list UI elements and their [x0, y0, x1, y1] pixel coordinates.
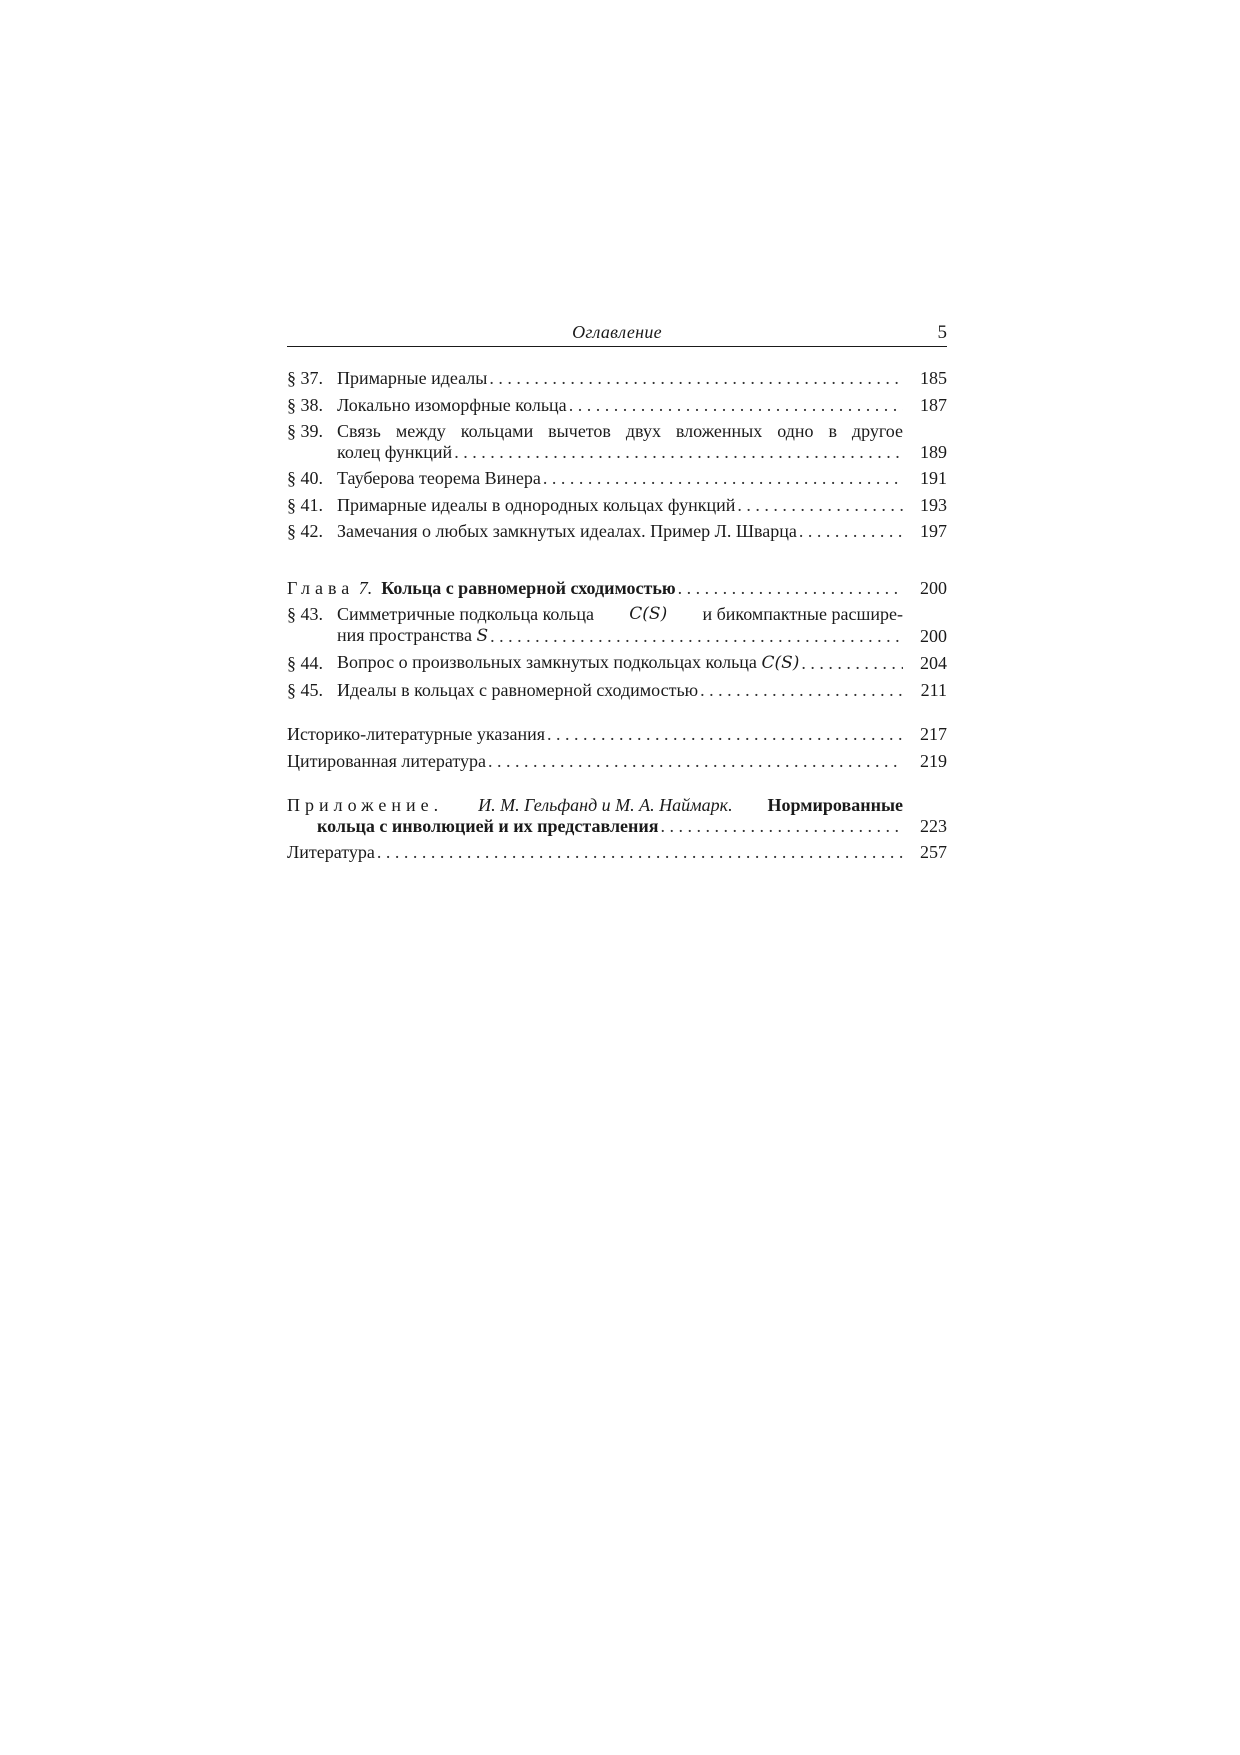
title-part: и бикомпактные расшире- [702, 604, 903, 624]
section-title-line1: Связь между кольцами вычетов двух вложенных одно в другое [337, 421, 903, 441]
appendix-label: Приложение. [287, 795, 444, 815]
spacer [287, 548, 947, 578]
page-ref: 193 [920, 494, 947, 515]
section-title: Тауберова теорема Винера [337, 468, 541, 488]
page-ref: 200 [920, 625, 947, 646]
page-ref: 200 [920, 577, 947, 598]
toc-entry-39[interactable] [287, 421, 947, 462]
section-title [337, 652, 799, 674]
dot-leader [543, 468, 903, 489]
section-title: Идеалы в кольцах с равномерной сходимостью [337, 679, 699, 700]
page-ref: 211 [920, 679, 947, 700]
toc-entry-40[interactable] [287, 468, 947, 489]
dot-leader [488, 751, 903, 772]
chapter-label: Глава [287, 577, 355, 598]
section-title-line2 [337, 625, 488, 647]
dot-leader [700, 680, 903, 701]
toc-entry-cited-literature[interactable] [287, 751, 947, 772]
table-of-contents [287, 368, 947, 869]
spacer [287, 706, 947, 724]
spacer [287, 777, 947, 795]
math-symbol: S [476, 625, 489, 646]
toc-entry-45[interactable] [287, 680, 947, 701]
page-ref: 217 [920, 724, 947, 744]
chapter-number: 7. [358, 577, 373, 598]
section-number: § 45. [287, 679, 323, 700]
entry-title: Историко-литературные указания [287, 724, 546, 744]
chapter-title: Кольца с равномерной сходимостью [381, 577, 676, 598]
page-number: 5 [937, 322, 947, 343]
section-title-line1 [337, 604, 903, 625]
page-ref: 219 [920, 750, 947, 771]
page-ref: 257 [920, 842, 947, 862]
dot-leader [799, 521, 903, 542]
appendix-heading [287, 795, 903, 816]
toc-entry-literature[interactable] [287, 842, 947, 863]
toc-entry-37[interactable] [287, 368, 947, 389]
dot-leader [661, 816, 903, 837]
section-number: § 44. [287, 653, 323, 673]
page-ref: 191 [920, 468, 947, 488]
section-number: § 38. [287, 394, 323, 415]
section-number: § 37. [287, 368, 323, 388]
toc-chapter-7[interactable] [287, 578, 947, 599]
page-ref: 187 [920, 394, 947, 415]
dot-leader [569, 395, 903, 416]
page-ref: 204 [920, 653, 947, 673]
title-part: Вопрос о произвольных замкнутых подкольцах кольца [337, 652, 757, 672]
dot-leader [801, 653, 903, 674]
math-symbol: C(S) [629, 604, 668, 624]
appendix-authors: И. М. Гельфанд и М. А. Наймарк. [478, 795, 733, 815]
section-number: § 39. [287, 421, 323, 441]
section-title: Замечания о любых замкнутых идеалах. Пример Л. Шварца [337, 521, 797, 541]
math-symbol: C(S) [761, 653, 800, 673]
toc-entry-appendix[interactable] [287, 795, 947, 836]
page-ref: 197 [920, 521, 947, 541]
section-title-line2: колец функций [337, 441, 453, 462]
dot-leader [490, 626, 903, 647]
toc-entry-41[interactable] [287, 495, 947, 516]
appendix-title-line2: кольца с инволюцией и их представления [317, 815, 659, 836]
toc-entry-44[interactable] [287, 652, 947, 674]
section-number: § 42. [287, 521, 323, 541]
section-title: Примарные идеалы в однородных кольцах функций [337, 494, 736, 515]
dot-leader [489, 368, 903, 389]
dot-leader [454, 442, 903, 463]
section-title: Локально изоморфные кольца [337, 394, 567, 415]
page-ref: 189 [920, 441, 947, 462]
page-ref: 185 [920, 368, 947, 388]
section-number: § 43. [287, 604, 323, 624]
dot-leader [678, 578, 903, 599]
section-number: § 41. [287, 494, 323, 515]
page-header [287, 322, 947, 347]
appendix-title-line1: Нормированные [767, 795, 903, 815]
dot-leader [377, 842, 903, 863]
page-ref: 223 [920, 815, 947, 836]
toc-entry-historical-notes[interactable] [287, 724, 947, 745]
title-part: Симметричные подкольца кольца [337, 604, 594, 624]
dot-leader [737, 495, 903, 516]
chapter-heading [287, 578, 676, 599]
running-title: Оглавление [572, 322, 662, 342]
section-number: § 40. [287, 468, 323, 488]
entry-title: Литература [287, 842, 375, 862]
section-title: Примарные идеалы [337, 368, 488, 388]
title-part: ния пространства [337, 624, 472, 645]
toc-entry-43[interactable] [287, 604, 947, 646]
entry-title: Цитированная литература [287, 750, 487, 771]
toc-entry-42[interactable] [287, 521, 947, 542]
toc-entry-38[interactable] [287, 395, 947, 416]
dot-leader [547, 724, 903, 745]
